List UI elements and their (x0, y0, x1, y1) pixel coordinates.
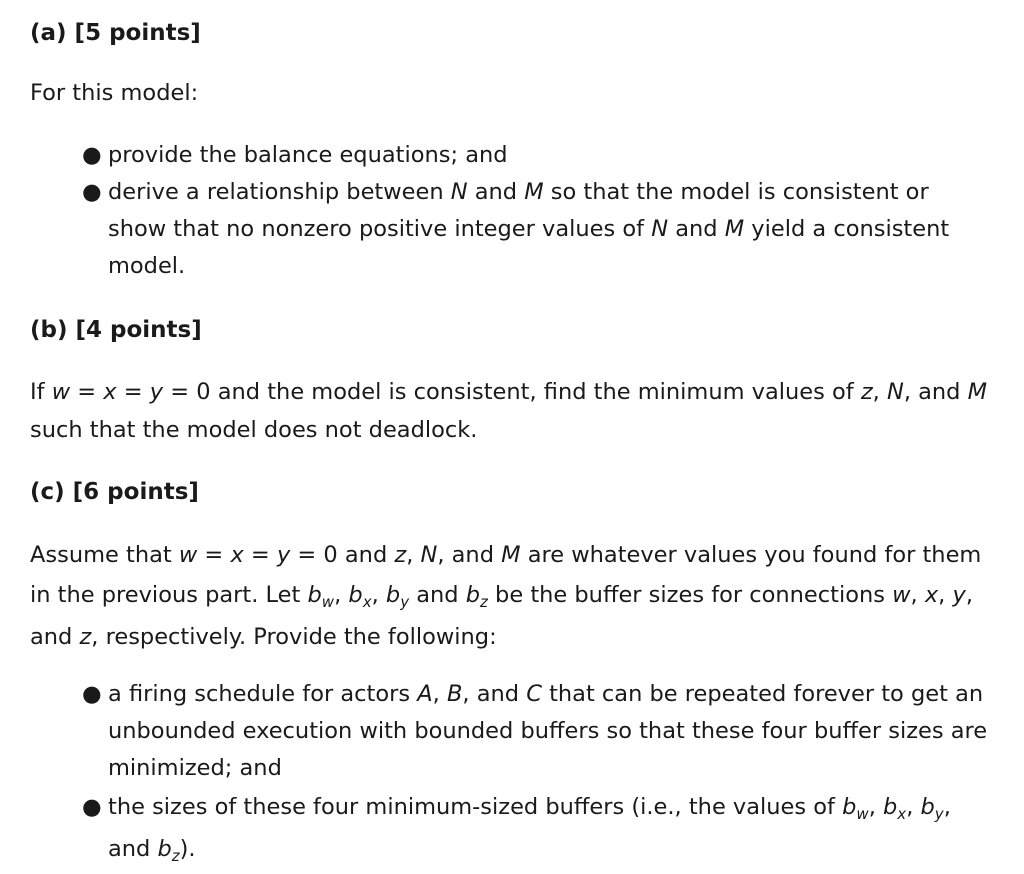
bullet-icon: ● (82, 179, 102, 205)
bullet-icon: ● (82, 142, 102, 168)
part-c-bullet-1: ● a firing schedule for actors A, B, and C that can be repeated forever to get an unbounded execution with bounded buffers so that these four buffer sizes are minimized; and (0, 676, 1024, 787)
part-a-heading: (a) [5 points] (30, 20, 201, 46)
bullet-icon: ● (82, 681, 102, 707)
bullet-icon: ● (82, 794, 102, 820)
part-c-bullet-2: ● the sizes of these four minimum-sized buffers (i.e., the values of $b_w$, $b_x$, $b_y$, and $b_z$). (0, 787, 1024, 871)
part-c-body: Assume that w = x = y = 0 and z, N, and M are whatever values you found for them in the previous part. Let $b_w$, $b_x$, $b_y$ and $b_z$ be the buffer sizes for connections w, x, y, and z, respectively. Provide the following: (30, 542, 982, 650)
part-c-bullet-list (0, 676, 1024, 871)
part-a-bullet-list (0, 137, 1024, 285)
part-a-bullet-2: ● derive a relationship between N and M so that the model is consistent or show that no nonzero positive integer values of N and M yield a consistent model. (0, 174, 1024, 285)
part-b-heading: (b) [4 points] (30, 317, 202, 343)
part-a-intro: For this model: (30, 80, 199, 106)
part-c-heading: (c) [6 points] (30, 479, 199, 505)
part-a-bullet-1: ● provide the balance equations; and (0, 137, 1024, 174)
part-b-body: If w = x = y = 0 and the model is consistent, find the minimum values of z, N, and M such that the model does not deadlock. (30, 379, 988, 443)
